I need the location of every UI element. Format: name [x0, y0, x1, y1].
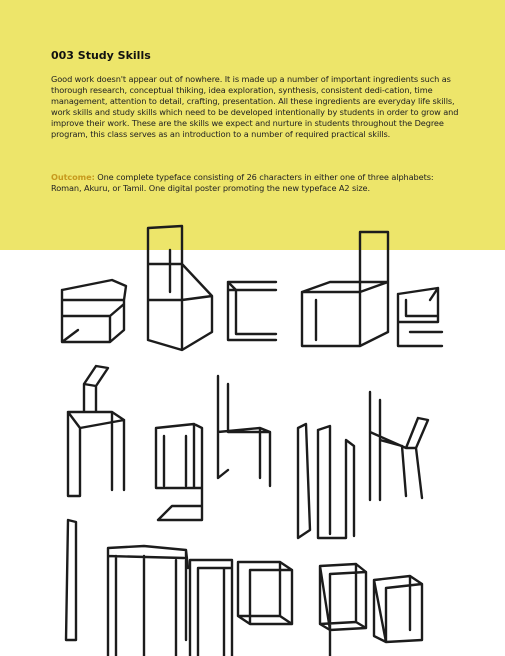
letter-m-chair — [108, 546, 188, 656]
letter-j-chair — [298, 424, 354, 538]
letter-l-chair — [66, 520, 76, 640]
letter-n-chair — [190, 560, 232, 656]
letter-b-chair — [148, 226, 212, 350]
letter-d-chair — [302, 232, 388, 346]
letter-e-chair — [398, 288, 442, 346]
page-title: 003 Study Skills — [51, 49, 151, 62]
letter-c-chair — [228, 282, 276, 340]
outcome-text: One complete typeface consisting of 26 characters in either one of three alphabets: Roman, Akuru, or Tamil. One digital poster promoting the new typeface A2 size. — [51, 172, 434, 193]
outcome-label: Outcome: — [51, 172, 95, 182]
letter-a-chair — [62, 280, 126, 342]
letter-h-chair — [218, 376, 270, 486]
letter-k-chair — [370, 392, 428, 500]
letter-f-chair — [68, 366, 124, 496]
body-paragraph: Good work doesn't appear out of nowhere. It is made up a number of important ingredients such as thorough research, conceptual thiking, idea exploration, synthesis, consistent dedi-cation, time management, attention to detail, crafting, presentation. All these ingredients are everyday life skills, work skills and study skills which need to be developed intentionally by students in order to grow and improve their work. These are the skills we expect and nurture in students throughout the Degree program, this class serves as an introduction to a number of required practical skills. — [51, 74, 459, 139]
letter-o-chair — [238, 562, 292, 624]
letter-g-chair — [156, 424, 202, 520]
letter-p-chair — [320, 564, 422, 656]
